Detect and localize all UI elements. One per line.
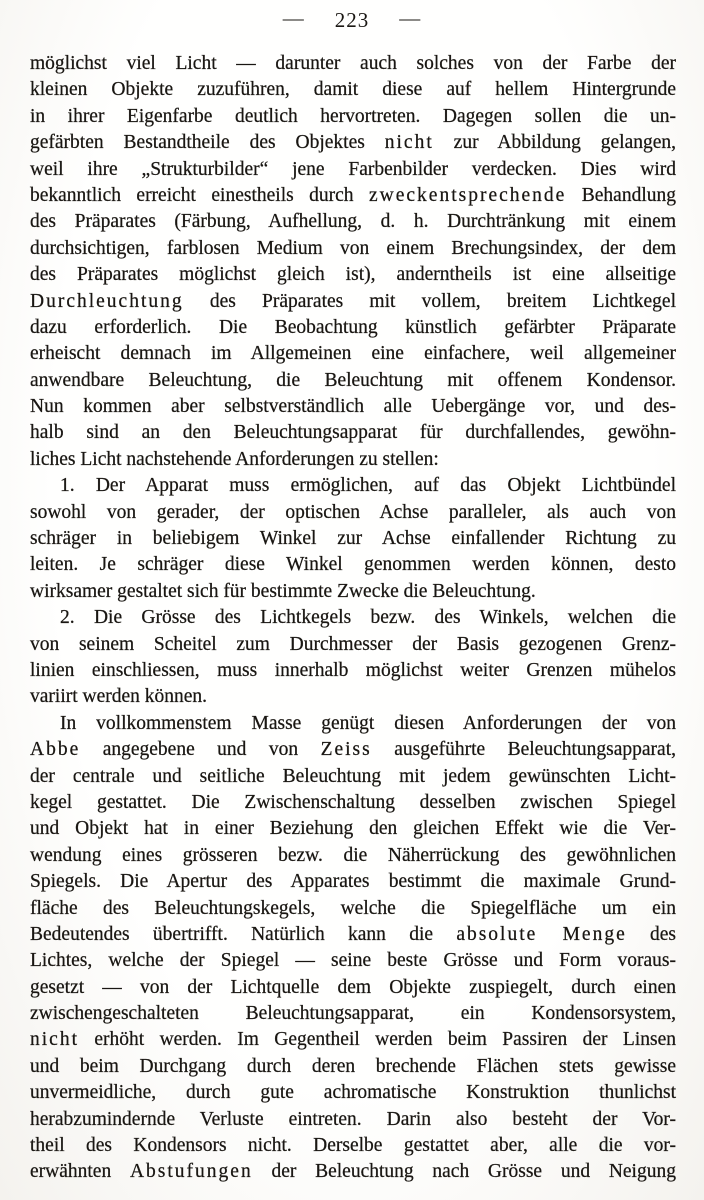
- text-line: [30, 658, 676, 684]
- text-line: [30, 526, 676, 552]
- text-segment: und beim Durchgang durch deren brechende Flächen stets gewisse: [30, 1055, 676, 1077]
- text-segment: erheischt demnach im Allgemeinen eine einfachere, weil allgemeiner: [30, 343, 676, 365]
- text-segment: der centrale und seitliche Beleuchtung mit jedem gewünschten Licht-: [30, 765, 676, 787]
- text-line: [30, 948, 676, 974]
- text-segment: unvermeidliche, durch gute achromatische Konstruktion thunlichst: [30, 1082, 676, 1104]
- text-line: [30, 816, 676, 842]
- page-number: 223: [334, 8, 370, 32]
- text-line: [30, 1159, 676, 1185]
- header-dash-right: —: [399, 6, 422, 30]
- text-line: [30, 869, 676, 895]
- text-segment: leiten. Je schräger diese Winkel genommen werden können, desto: [30, 554, 676, 576]
- text-segment: der Beleuchtung nach Grösse und Neigung: [252, 1161, 676, 1183]
- text-line: [30, 289, 676, 315]
- text-line: [30, 51, 676, 77]
- text-line: [30, 1080, 676, 1106]
- text-segment: liches Licht nachstehende Anforderungen zu stellen:: [30, 448, 439, 470]
- text-segment: 1. Der Apparat muss ermöglichen, auf das Objekt Lichtbündel: [60, 475, 676, 497]
- text-line: [30, 447, 676, 473]
- text-line: [30, 711, 676, 737]
- text-segment: ausgeführte Beleuchtungsapparat,: [371, 739, 677, 761]
- text-line: [30, 394, 676, 420]
- text-segment: anwendbare Beleuchtung, die Beleuchtung mit offenem Kondensor.: [30, 369, 676, 391]
- text-segment: bekanntlich erreicht einestheils durch: [30, 184, 369, 206]
- text-line: [30, 130, 676, 156]
- text-line: [30, 500, 676, 526]
- text-line: [30, 183, 676, 209]
- text-line: [30, 104, 676, 130]
- text-line: [30, 1133, 676, 1159]
- text-segment: fläche des Beleuchtungskegels, welche die Spiegelfläche um ein: [30, 897, 676, 919]
- text-line: [30, 790, 676, 816]
- text-segment: halb sind an den Beleuchtungsapparat für durchfallendes, gewöhn-: [30, 422, 676, 444]
- text-line: [30, 684, 676, 710]
- text-segment: linien einschliessen, muss innerhalb möglichst weiter Grenzen mühelos: [30, 659, 676, 681]
- text-segment: erwähnten: [30, 1161, 130, 1183]
- text-segment: Nun kommen aber selbstverständlich alle Uebergänge vor, und des-: [30, 396, 676, 418]
- text-line: [30, 843, 676, 869]
- text-segment: und Objekt hat in einer Beziehung den gleichen Effekt wie die Ver-: [30, 818, 676, 840]
- text-line: [30, 420, 676, 446]
- text-segment: wendung eines grösseren bezw. die Näherrückung des gewöhnlichen: [30, 844, 676, 866]
- text-segment: des Präparates (Färbung, Aufhellung, d. h. Durchtränkung mit einem: [30, 211, 676, 233]
- text-line: [30, 1054, 676, 1080]
- text-segment: durchsichtigen, farblosen Medium von einem Brechungsindex, der dem: [30, 237, 676, 259]
- text-line: [30, 157, 676, 183]
- text-line: [30, 1107, 676, 1133]
- text-segment: wirksamer gestaltet sich für bestimmte Zwecke die Beleuchtung.: [30, 580, 536, 602]
- text-line: [30, 236, 676, 262]
- text-segment: dazu erforderlich. Die Beobachtung künstlich gefärbter Präparate: [30, 316, 676, 338]
- letterspaced-word: nicht: [30, 1029, 79, 1051]
- text-segment: schräger in beliebigem Winkel zur Achse einfallender Richtung zu: [30, 528, 676, 550]
- text-segment: Lichtes, welche der Spiegel — seine beste Grösse und Form voraus-: [30, 950, 676, 972]
- text-segment: sowohl von gerader, der optischen Achse paralleler, als auch von: [30, 501, 676, 523]
- text-segment: variirt werden können.: [30, 686, 208, 708]
- text-segment: von seinem Scheitel zum Durchmesser der Basis gezogenen Grenz-: [30, 633, 676, 655]
- text-line: [30, 1001, 676, 1027]
- text-line: [30, 605, 676, 631]
- text-segment: kegel gestattet. Die Zwischenschaltung desselben zwischen Spiegel: [30, 791, 676, 813]
- text-segment: des Präparates mit vollem, breitem Lichtkegel: [183, 290, 676, 312]
- text-line: [30, 341, 676, 367]
- letterspaced-word: Abbe: [30, 739, 81, 761]
- text-segment: angegebene und von: [80, 739, 321, 761]
- text-line: [30, 473, 676, 499]
- text-segment: Behandlung: [566, 184, 677, 206]
- text-line: [30, 764, 676, 790]
- text-line: [30, 632, 676, 658]
- text-segment: in ihrer Eigenfarbe deutlich hervortreten. Dagegen sollen die un-: [30, 105, 676, 127]
- text-segment: kleinen Objekte zuzuführen, damit diese auf hellem Hintergrunde: [30, 79, 676, 101]
- letterspaced-word: zweckentsprechende: [369, 184, 567, 206]
- letterspaced-word: nicht: [384, 132, 434, 154]
- text-segment: erhöht werden. Im Gegentheil werden beim Passiren der Linsen: [79, 1029, 676, 1051]
- text-line: [30, 368, 676, 394]
- text-segment: In vollkommenstem Masse genügt diesen Anforderungen der von: [60, 712, 676, 734]
- text-block: [30, 51, 676, 1186]
- text-line: [30, 209, 676, 235]
- text-segment: weil ihre „Strukturbilder“ jene Farbenbilder verdecken. Dies wird: [30, 158, 676, 180]
- letterspaced-word: Abstufungen: [129, 1161, 253, 1183]
- text-segment: herabzumindernde Verluste eintreten. Darin also besteht der Vor-: [30, 1108, 676, 1130]
- text-segment: 2. Die Grösse des Lichtkegels bezw. des Winkels, welchen die: [60, 607, 676, 629]
- text-line: [30, 77, 676, 103]
- text-segment: gefärbten Bestandtheile des Objektes: [30, 132, 385, 154]
- letterspaced-word: Durchleuchtung: [30, 290, 184, 312]
- letterspaced-word: absolute Menge: [456, 923, 627, 945]
- text-line: [30, 922, 676, 948]
- text-segment: Bedeutendes übertrifft. Natürlich kann die: [30, 923, 457, 945]
- text-segment: zwischengeschalteten Beleuchtungsapparat, ein Kondensorsystem,: [30, 1003, 676, 1025]
- text-line: [30, 737, 676, 763]
- text-segment: gesetzt — von der Lichtquelle dem Objekte zuspiegelt, durch einen: [30, 976, 676, 998]
- text-segment: möglichst viel Licht — darunter auch solches von der Farbe der: [30, 53, 676, 74]
- text-line: [30, 1027, 676, 1053]
- text-line: [30, 896, 676, 922]
- header-dash-left: —: [282, 6, 305, 30]
- text-segment: zur Abbildung gelangen,: [433, 132, 677, 154]
- text-segment: des: [626, 923, 677, 945]
- text-line: [30, 579, 676, 605]
- text-line: [30, 315, 676, 341]
- text-line: [30, 552, 676, 578]
- text-segment: Spiegels. Die Apertur des Apparates bestimmt die maximale Grund-: [30, 871, 676, 893]
- letterspaced-word: Zeiss: [320, 739, 372, 761]
- text-line: [30, 975, 676, 1001]
- text-line: [30, 262, 676, 288]
- text-segment: des Präparates möglichst gleich ist), anderntheils ist eine allseitige: [30, 264, 676, 286]
- page-header: [0, 8, 704, 33]
- text-segment: theil des Kondensors nicht. Derselbe gestattet aber, alle die vor-: [30, 1135, 676, 1157]
